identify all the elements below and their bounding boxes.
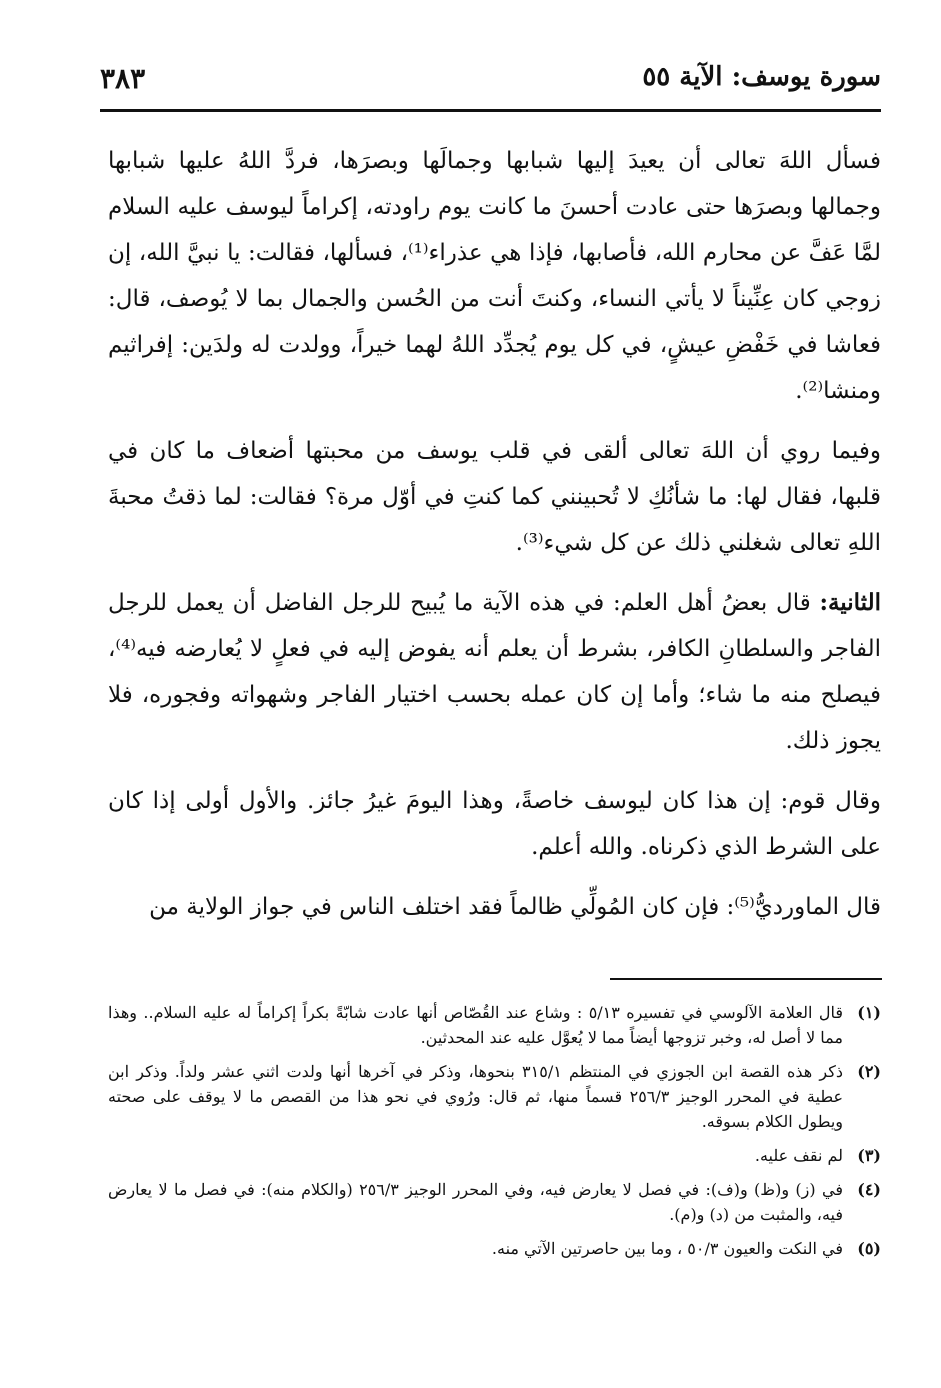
paragraph <box>108 138 881 414</box>
footnote-text: ذكر هذه القصة ابن الجوزي في المنتظم ٣١٥/١ بنحوها، وذكر في آخرها أنها ولدت اثني عشر ولداً. وذكر ابن عطية في المحرر الوجيز ٢٥٦/٣ قسماً منها، ثم قال: ورُوي في نحو هذا من القصص ما لا يوقف على صحته ويطول الكلام بسوقه. <box>108 1062 844 1131</box>
footnote <box>108 1236 881 1261</box>
footnote-number: (٣) <box>857 1146 881 1165</box>
paragraph-text: قال بعضُ أهل العلم: في هذه الآية ما يُبيح للرجل الفاضل أن يعمل للرجل الفاجر والسلطانِ الكافر، بشرط أن يعلم أنه يفوض إليه في فعلٍ لا يُعارضه فيه⁽⁴⁾، فيصلح منه ما شاء؛ وأما إن كان عمله بحسب اختيار الفاجر وشهواته وفجوره، فلا يجوز ذلك. <box>108 590 881 754</box>
paragraph <box>108 778 881 870</box>
section-lead: الثانية: <box>819 589 881 616</box>
paragraph <box>108 884 881 930</box>
footnote-text: لم نقف عليه. <box>754 1146 843 1165</box>
footnote <box>108 1177 881 1227</box>
paragraph-text: وفيما روي أن اللهَ تعالى ألقى في قلب يوسف من محبتها أضعاف ما كان في قلبها، فقال لها: ما شأنُكِ لا تُحبينني كما كنتِ في أوّل مرة؟ فقالت: لما ذقتُ محبةَ اللهِ تعالى شغلني ذلك عن كل شيء⁽³⁾. <box>108 438 881 556</box>
paragraph-text: وقال قوم: إن هذا كان ليوسف خاصةً، وهذا اليومَ غيرُ جائز. والأول أولى إذا كان على الشرط الذي ذكرناه. والله أعلم. <box>108 788 881 860</box>
footnote-number: (٤) <box>857 1180 881 1199</box>
header-divider <box>100 109 881 112</box>
footnote-text: في (ز) و(ظ) و(ف): في فصل لا يعارض فيه، وفي المحرر الوجيز ٢٥٦/٣ (والكلام منه): في فصل ما لا يعارض فيه، والمثبت من (د) و(م). <box>108 1180 843 1224</box>
footnote <box>108 1000 881 1050</box>
footnote-number: (٥) <box>857 1239 881 1258</box>
footnote-text: في النكت والعيون ٥٠/٣ ، وما بين حاصرتين الآتي منه. <box>491 1239 843 1258</box>
footnote <box>108 1143 881 1168</box>
footnote-number: (١) <box>857 1003 881 1022</box>
running-title: سورة يوسف: الآية ٥٥ <box>642 62 881 92</box>
footnote-number: (٢) <box>857 1062 881 1081</box>
page-header <box>100 54 881 112</box>
main-text <box>108 138 881 944</box>
footnote-text: قال العلامة الآلوسي في تفسيره ٥/١٣ : وشاع عند القُصّاص أنها عادت شابّةً بكراً إكراماً له عليه السلام.. وهذا مما لا أصل له، وخبر تزوجها أيضاً مما لا يُعوَّل عليه عند المحدثين. <box>108 1003 844 1047</box>
paragraph <box>108 428 881 566</box>
paragraph <box>108 580 881 764</box>
paragraph-text: فسأل اللهَ تعالى أن يعيدَ إليها شبابها وجمالَها وبصرَها، فردَّ اللهُ عليها شبابها وجمالها وبصرَها حتى عادت أحسنَ ما كانت يوم راودته، إكراماً ليوسف عليه السلام لمَّا عَفَّ عن محارم الله، فأصابها، فإذا هي عذراء⁽¹⁾، فسألها، فقالت: يا نبيَّ الله، إن زوجي كان عِنِّيناً لا يأتي النساء، وكنتَ أنت من الحُسن والجمال بما لا يُوصف، قال: فعاشا في خَفْضِ عيشٍ، في كل يوم يُجدِّد اللهُ لهما خيراً، وولدت له ولدَين: إفراثيم ومنشا⁽²⁾. <box>108 148 881 404</box>
page-number: ٣٨٣ <box>100 62 146 95</box>
paragraph-text: قال الماورديُّ⁽⁵⁾: فإن كان المُولِّي ظالماً فقد اختلف الناس في جواز الولاية من <box>149 894 881 920</box>
footnote-divider <box>610 978 882 980</box>
footnotes <box>108 1000 881 1270</box>
footnote <box>108 1059 881 1134</box>
